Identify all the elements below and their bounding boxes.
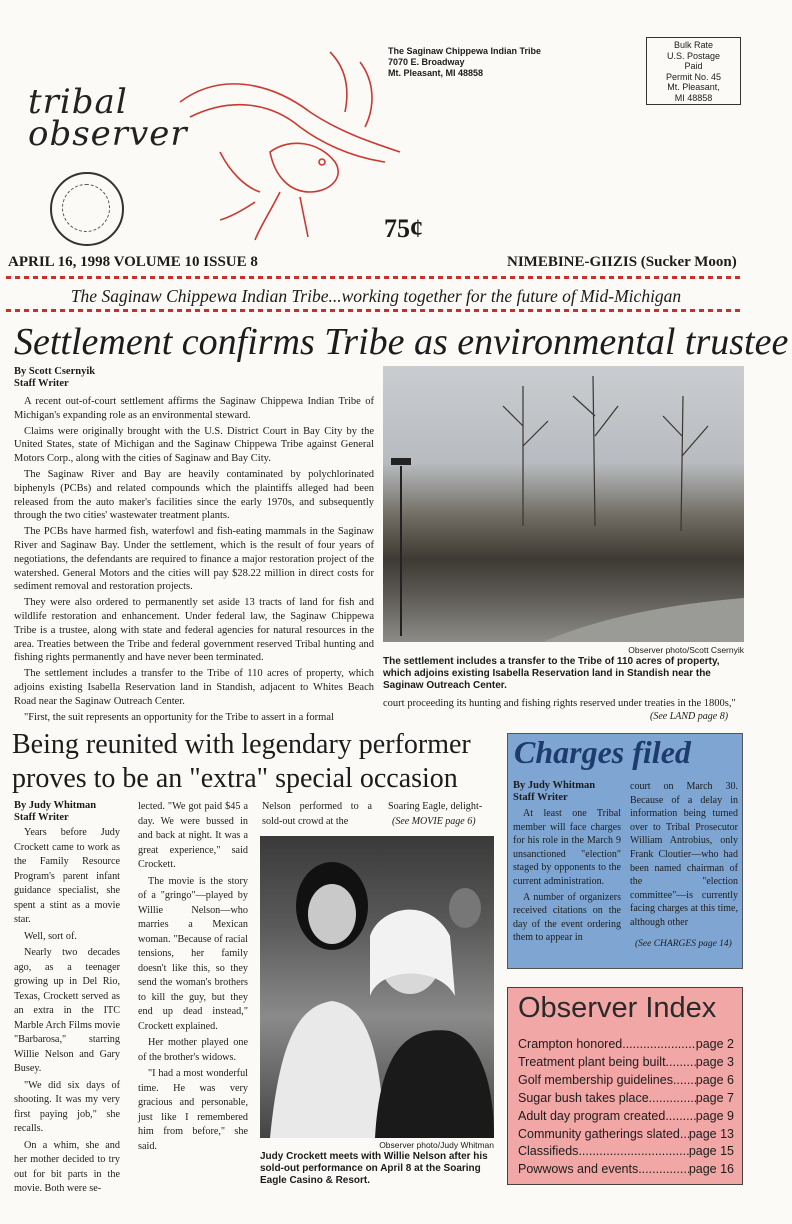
- address-line: 7070 E. Broadway: [388, 57, 465, 67]
- paragraph: "First, the suit represents an opportunity for the Tribe to assert in a formal: [24, 711, 334, 723]
- marsh-land-photo: [383, 366, 744, 642]
- index-item-page: page 2: [695, 1037, 734, 1051]
- movie-column-2: [138, 800, 248, 1156]
- charges-column-2: [630, 780, 738, 932]
- index-list: [518, 1036, 734, 1179]
- leader-dots: [666, 1054, 696, 1072]
- postage-line: Bulk Rate: [673, 40, 714, 50]
- charges-headline: Charges filed: [514, 734, 691, 770]
- charges-filed-box: [507, 733, 743, 969]
- index-item-page: page 7: [695, 1090, 734, 1105]
- index-item[interactable]: [518, 1072, 734, 1090]
- moon-name: NIMEBINE-GIIZIS (Sucker Moon): [507, 254, 737, 270]
- index-item-label: Sugar bush takes place: [518, 1090, 649, 1105]
- charges-column-1: [513, 807, 621, 947]
- movie-photo-credit: Observer photo/Judy Whitman: [379, 1140, 494, 1150]
- byline-title: Staff Writer: [14, 378, 69, 389]
- index-item-page: page 6: [695, 1072, 734, 1087]
- paragraph: The movie is the story of a "gringo"—played by Willie Nelson—who marries a Mexican woman. "Because of racial tensions, her family doesn't like this, so they send the woman's brothers to kill the guy, but they end up dead instead," Crockett explained.: [138, 875, 248, 1032]
- paragraph: A recent out-of-court settlement affirms the Saginaw Chippewa Indian Tribe of Michigan's expanding role as an environmental steward.: [14, 396, 374, 421]
- photo-scenery-icon: [383, 366, 744, 642]
- index-item[interactable]: [518, 1036, 734, 1054]
- postage-line: U.S. Postage: [666, 50, 721, 61]
- index-item-page: page 15: [688, 1144, 734, 1159]
- paragraph: Her mother played one of the brother's widows.: [138, 1037, 248, 1063]
- logo-line-2: observer: [28, 114, 188, 154]
- index-item-label: Powwows and events: [518, 1162, 639, 1177]
- issue-date-volume: APRIL 16, 1998 VOLUME 10 ISSUE 8: [8, 254, 258, 270]
- movie-byline: [14, 800, 96, 824]
- index-item-page: page 9: [695, 1108, 734, 1123]
- postage-line: MI 48858: [674, 92, 713, 103]
- index-item-page: page 16: [688, 1162, 734, 1177]
- observer-index-box: [507, 987, 743, 1185]
- index-item[interactable]: [518, 1108, 734, 1126]
- paragraph: The PCBs have harmed fish, waterfowl and fish-eating mammals in the Saginaw River and Saginaw Bay. Under the settlement, which is the result of four years of negotiations, the defendants are required to finance a major restoration project of the watershed. General Motors and the cities will pay $28.22 million in direct costs for sediment removal and restoration projects.: [14, 526, 374, 593]
- paragraph: Claims were originally brought with the U.S. District Court in Bay City by the United States, state of Michigan and the Saginaw Chippewa Tribe against General Motors Corp., along with the cities of Saginaw and Bay City.: [14, 425, 374, 465]
- byline-name: By Judy Whitman: [513, 780, 596, 791]
- index-item-label: Crampton honored: [518, 1037, 623, 1051]
- paragraph: Years before Judy Crockett came to work as the Family Resource Program's parent infant guidance specialist, she spent a stint as a movie star.: [14, 827, 120, 925]
- postage-permit-box: [646, 37, 741, 105]
- headline-line: proves to be an "extra" special occasion: [12, 763, 458, 794]
- lead-photo-caption: The settlement includes a transfer to the Tribe of 110 acres of property, which adjoins existing Isabella Reservation land in Standish near the Saginaw Outreach Center.: [383, 656, 720, 691]
- leader-dots: [622, 1036, 696, 1054]
- lead-continuation: court proceeding its hunting and fishing rights reserved under treaties in the 1800s,": [383, 698, 736, 709]
- paragraph: court on March 30. Because of a delay in information being turned over to Tribal Prosecutor William Antrobius, only Frank Cloutier—who had been named chairman of the "election committee"—is currently facing charges at this time, although other: [630, 781, 738, 928]
- movie-column-3: Nelson performed to a sold-out crowd at the: [262, 801, 372, 827]
- index-item[interactable]: [518, 1161, 734, 1179]
- movie-column-4: Soaring Eagle, delight-: [388, 801, 483, 812]
- index-item[interactable]: [518, 1143, 734, 1161]
- address-line: The Saginaw Chippewa Indian Tribe: [388, 46, 542, 56]
- tribe-address: [388, 46, 541, 79]
- divider-rule: [6, 276, 744, 279]
- paragraph: They were also ordered to permanently set aside 13 tracts of land for fish and wildlife restoration and enhancement. Under federal law, the Saginaw Chippewa Tribe is a trustee, along with state and federal agencies for natural resources in the area. Treaties between the Tribe and federal government reserved Tribal hunting and fishing rights permanently and have never been terminated.: [14, 597, 374, 664]
- postage-line: Mt. Pleasant,: [667, 82, 720, 93]
- tribal-seal-icon: [50, 172, 124, 246]
- address-line: Mt. Pleasant, MI 48858: [388, 68, 484, 78]
- leader-dots: [578, 1143, 688, 1161]
- paragraph: A number of organizers received citations on the day of the event ordering them to appear in: [513, 891, 621, 944]
- index-item-page: page 3: [695, 1054, 734, 1069]
- lead-article-body: [14, 395, 374, 726]
- paragraph: lected. "We got paid $45 a day. We were bussed in and back at night. It was a great experience," said Crockett.: [138, 801, 248, 870]
- paragraph: "I had a most wonderful time. He was very gracious and personable, just like I remembered him from before," she said.: [138, 1068, 248, 1152]
- tagline: The Saginaw Chippewa Indian Tribe...working together for the future of Mid-Michigan: [70, 286, 682, 306]
- byline-name: By Judy Whitman: [14, 800, 97, 811]
- movie-headline: [12, 728, 471, 796]
- charges-byline: [513, 780, 595, 804]
- cover-price: 75¢: [384, 214, 423, 243]
- index-item-label: Adult day program created: [518, 1108, 666, 1123]
- lead-jump-link[interactable]: (See LAND page 8): [650, 711, 729, 722]
- paragraph: Nearly two decades ago, as a teenager growing up in Del Rio, Texas, Crockett served as an extra in the ITC Marble Arch Films movie "Barbarosa," starring Willie Nelson and Gary Busey.: [14, 947, 120, 1074]
- index-item-label: Golf membership guidelines: [518, 1072, 673, 1087]
- byline-title: Staff Writer: [14, 812, 69, 823]
- index-item-label: Treatment plant being built: [518, 1054, 666, 1069]
- postage-line: Paid: [684, 61, 703, 72]
- index-item-label: Community gatherings slated: [518, 1126, 680, 1141]
- photo-people-icon: [260, 836, 494, 1138]
- leader-dots: [680, 1126, 689, 1144]
- lead-headline: Settlement confirms Tribe as environmental trustee: [14, 321, 789, 363]
- charges-jump-link[interactable]: (See CHARGES page 14): [635, 939, 732, 949]
- movie-photo-caption: Judy Crockett meets with Willie Nelson after his sold-out performance on April 8 at the Soaring Eagle Casino & Resort.: [260, 1151, 488, 1186]
- index-item[interactable]: [518, 1126, 734, 1144]
- paragraph: The settlement includes a transfer to the Tribe of 110 acres of property, which adjoins existing Isabella Reservation land in Standish, adjacent to Whites Beach Road near the Saginaw Outreach Center.: [14, 668, 374, 707]
- postage-line: Permit No. 45: [665, 71, 722, 82]
- leader-dots: [673, 1072, 696, 1090]
- leader-dots: [665, 1108, 695, 1126]
- headline-line: Being reunited with legendary performer: [12, 729, 471, 760]
- divider-rule: [6, 309, 744, 312]
- index-item[interactable]: [518, 1090, 734, 1108]
- paragraph: The Saginaw River and Bay are heavily contaminated by polychlorinated biphenyls (PCBs) and related compounds which the plaintiffs alleged had been released from the auto maker's facilities since the early 1970s, and subsequently through the two cities' wastewater treatment plants.: [14, 468, 374, 522]
- paragraph: On a whim, she and her mother decided to try out for bit parts in the movie. Both were se-: [14, 1139, 120, 1194]
- byline-title: Staff Writer: [513, 792, 568, 803]
- leader-dots: [649, 1090, 696, 1108]
- nelson-crockett-photo: [260, 836, 494, 1138]
- lead-photo-credit: Observer photo/Scott Csernyik: [628, 645, 744, 655]
- index-item-label: Classifieds: [518, 1144, 579, 1159]
- index-item[interactable]: [518, 1054, 734, 1072]
- movie-column-1: [14, 826, 120, 1199]
- lead-byline: [14, 366, 95, 390]
- byline-name: By Scott Csernyik: [14, 366, 96, 377]
- paragraph: At least one Tribal member will face charges for his role in the March 9 unsanctioned "election" staged by opponents to the current administration.: [513, 808, 621, 887]
- paragraph: Well, sort of.: [24, 930, 77, 942]
- index-item-page: page 13: [688, 1126, 734, 1141]
- leader-dots: [638, 1161, 689, 1179]
- eagle-illustration-icon: [160, 42, 410, 242]
- paragraph: "We did six days of shooting. It was my very first paying job," she recalls.: [14, 1079, 120, 1134]
- movie-jump-link[interactable]: (See MOVIE page 6): [392, 816, 476, 827]
- index-title: Observer Index: [518, 992, 717, 1024]
- logo-line-1: tribal: [28, 82, 128, 122]
